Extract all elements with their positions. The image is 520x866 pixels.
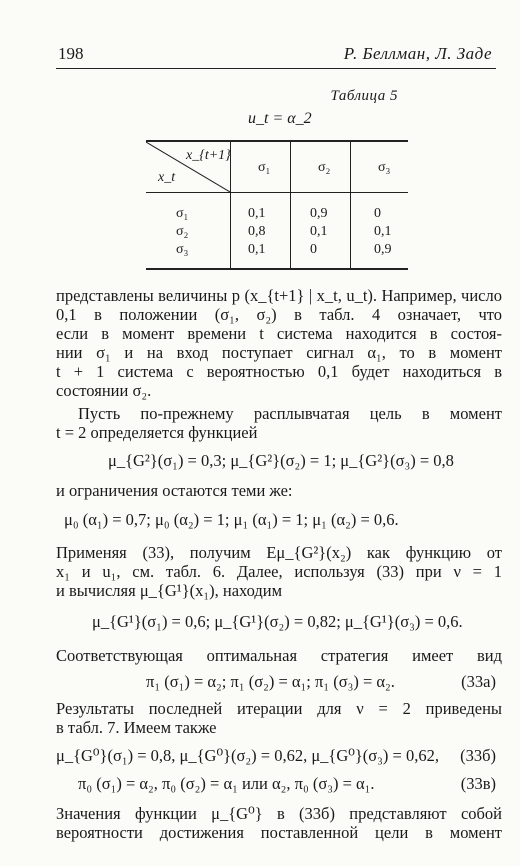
text-line: нии σ₁ и на вход поступает сигнал α₁, то в момент — [56, 343, 502, 362]
running-title: Р. Беллман, Л. Заде — [343, 44, 492, 63]
table-cell: 0,8 — [248, 224, 266, 239]
text-line: состоянии σ₂. — [56, 381, 152, 400]
text-line: Результаты последней итерации для ν = 2 приведены — [56, 699, 502, 718]
table-cell: 0 — [374, 206, 381, 221]
transition-table — [146, 140, 408, 270]
table-row-label: σ₂ — [176, 224, 189, 239]
table-cell: 0,1 — [248, 242, 266, 257]
text-line: 0,1 в положении (σ₁, σ₂) в табл. 4 означает, что — [56, 305, 502, 324]
table-col-header: σ₂ — [318, 160, 331, 175]
formula-mu-g1: μ_{G¹}(σ₁) = 0,6; μ_{G¹}(σ₂) = 0,82; μ_{G¹}(σ₃) = 0,6. — [92, 612, 463, 631]
equation-number: (33а) — [461, 672, 496, 691]
text-line: и ограничения остаются теми же: — [56, 481, 293, 500]
row-header-label: x_t — [158, 170, 176, 185]
page-number: 198 — [58, 44, 84, 63]
table-cell: 0,9 — [310, 206, 328, 221]
col-header-label: x_{t+1} — [186, 148, 231, 163]
text-line: Применяя (33), получим Eμ_{G²}(x₂) как функцию от — [56, 543, 502, 562]
table-cell: 0,1 — [374, 224, 392, 239]
table-row-label: σ₁ — [176, 206, 189, 221]
text-line: в табл. 7. Имеем также — [56, 718, 217, 737]
text-line: Значения функции μ_{G⁰} в (33б) представляют собой — [56, 804, 502, 823]
text-line: вероятности достижения поставленной цели в момент — [56, 823, 502, 842]
equation-number: (33б) — [460, 746, 496, 765]
text-line: и вычисляя μ_{G¹}(x₁), находим — [56, 581, 283, 600]
formula-constraints: μ₀ (α₁) = 0,7; μ₀ (α₂) = 1; μ₁ (α₁) = 1; μ₁ (α₂) = 0,6. — [64, 510, 399, 529]
table-vrule — [230, 142, 231, 268]
text-line: если в момент времени t система находится в состоя- — [56, 324, 502, 343]
formula-pi0: π₀ (σ₁) = α₂, π₀ (σ₂) = α₁ или α₂, π₀ (σ₃) = α₁. — [78, 774, 375, 793]
equation-number: (33в) — [460, 774, 496, 793]
table-condition: u_t = α_2 — [248, 110, 312, 127]
text-line: Пусть по-прежнему расплывчатая цель в момент — [78, 404, 502, 423]
table-cell: 0,1 — [248, 206, 266, 221]
text-line: t = 2 определяется функцией — [56, 423, 258, 442]
table-row-label: σ₃ — [176, 242, 189, 257]
text-line: x₁ и u₁, см. табл. 6. Далее, используя (33) при ν = 1 — [56, 562, 502, 581]
formula-mu-g0: μ_{G⁰}(σ₁) = 0,8, μ_{G⁰}(σ₂) = 0,62, μ_{G⁰}(σ₃) = 0,62, — [56, 746, 439, 765]
text-line: Соответствующая оптимальная стратегия имеет вид — [56, 646, 502, 665]
table-caption: Таблица 5 — [330, 88, 398, 104]
table-vrule — [290, 142, 291, 268]
table-col-header: σ₁ — [258, 160, 271, 175]
table-cell: 0 — [310, 242, 317, 257]
table-cell: 0,1 — [310, 224, 328, 239]
table-col-header: σ₃ — [378, 160, 391, 175]
formula-goal: μ_{G²}(σ₁) = 0,3; μ_{G²}(σ₂) = 1; μ_{G²}(σ₃) = 0,8 — [108, 451, 454, 470]
table-cell: 0,9 — [374, 242, 392, 257]
table-header-rule — [146, 192, 408, 193]
text-line: представлены величины p (x_{t+1} | x_t, u_t). Например, число — [56, 286, 502, 305]
table-vrule — [350, 142, 351, 268]
formula-pi1: π₁ (σ₁) = α₂; π₁ (σ₂) = α₁; π₁ (σ₃) = α₂. — [146, 672, 395, 691]
page-header — [58, 44, 492, 68]
text-line: t + 1 система с вероятностью 0,1 будет находиться в — [56, 362, 502, 381]
header-rule — [56, 68, 496, 69]
